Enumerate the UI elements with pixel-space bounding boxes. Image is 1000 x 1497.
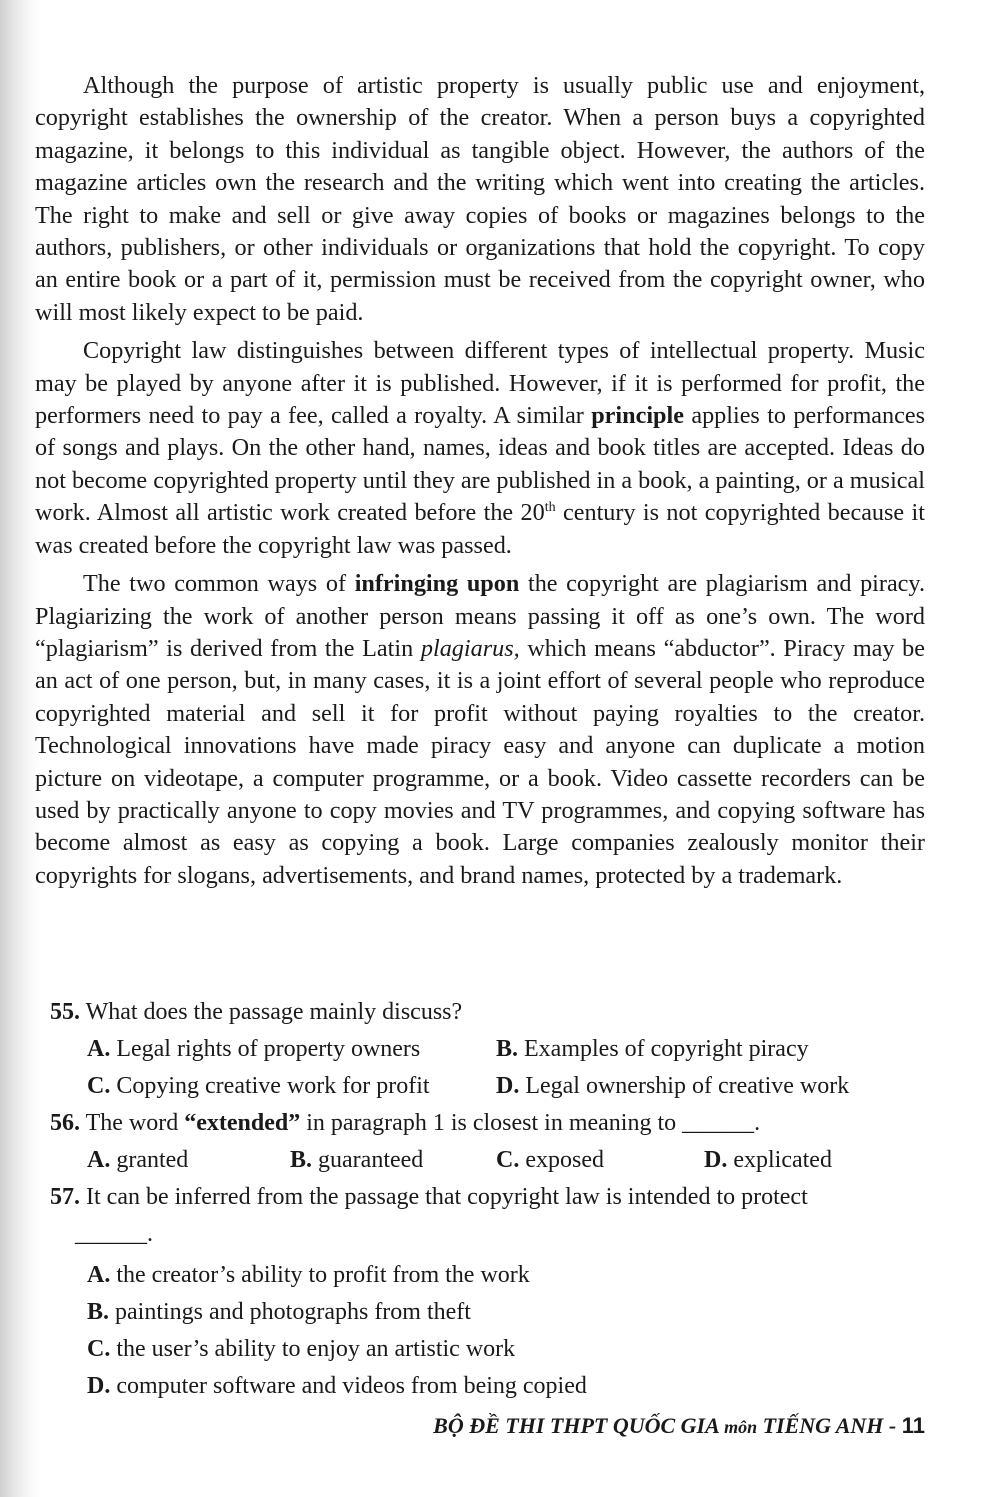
question-55 xyxy=(50,994,930,1105)
question-text: It can be inferred from the passage that copyright law is intended to protect xyxy=(86,1184,808,1210)
reading-passage xyxy=(35,70,925,898)
footer-title: TIẾNG ANH - xyxy=(757,1413,902,1438)
option-c[interactable]: C. Copying creative work for profit xyxy=(87,1073,430,1099)
question-number: 57. xyxy=(50,1184,80,1210)
paragraph-3-text: the copyright are plagiarism and piracy. Plagiarizing the work of another person means passing it off as one’s own. The word “plagiarism” is derived from the Latin xyxy=(35,570,925,662)
option-a[interactable]: A. the creator’s ability to profit from the work xyxy=(87,1262,530,1288)
paragraph-2-text: Copyright law distinguishes between different types of intellectual property. Music may be played by anyone after it is published. However, if it is performed for profit, the performers need to pay a fee, called a royalty. A similar xyxy=(35,337,925,430)
option-a[interactable]: A. granted xyxy=(87,1147,189,1173)
option-b[interactable]: B. guaranteed xyxy=(290,1147,424,1173)
option-d[interactable]: D. computer software and videos from being copied xyxy=(87,1373,587,1399)
highlighted-word-principle: principle xyxy=(591,402,684,430)
target-word-extended: “extended” xyxy=(184,1110,301,1136)
paragraph-2-text: century is not copyrighted because it was created before the copyright law was passed. xyxy=(35,499,925,559)
question-text: What does the passage mainly discuss? xyxy=(85,999,463,1025)
paragraph-2 xyxy=(35,335,925,562)
paragraph-1: Although the purpose of artistic property is usually public use and enjoyment, copyright establishes the ownership of the creator. When a person buys a copyrighted magazine, it belongs to this individual as tangible object. However, the authors of the magazine articles own the research and the writing which went into creating the articles. The right to make and sell or give away copies of books or magazines belongs to the authors, publishers, or other individuals or organizations that hold the copyright. To copy an entire book or a part of it, permission must be received from the copyright owner, who will most likely expect to be paid. xyxy=(35,72,925,326)
page-gutter-shadow xyxy=(0,0,40,1497)
question-text: in paragraph 1 is closest in meaning to ______. xyxy=(300,1110,761,1136)
paragraph-2-text: applies to performances of songs and plays. On the other hand, names, ideas and book titles are accepted. Ideas do not become copyrighted property until they are published in a book, a painting, or a musical work. Almost all artistic work created before the 20 xyxy=(35,402,926,527)
superscript-th: th xyxy=(544,500,556,516)
option-b[interactable]: B. Examples of copyright piracy xyxy=(496,1036,809,1062)
question-text: The word xyxy=(85,1110,185,1136)
paragraph-3 xyxy=(35,568,925,892)
page-footer xyxy=(433,1413,925,1439)
paragraph-3-text: The two common ways of xyxy=(83,570,355,598)
answer-blank: ______. xyxy=(75,1221,153,1247)
latin-word-plagiarus: plagiarus, xyxy=(420,634,520,662)
option-c[interactable]: C. the user’s ability to enjoy an artistic work xyxy=(87,1336,516,1362)
option-d[interactable]: D. Legal ownership of creative work xyxy=(496,1073,850,1099)
option-a[interactable]: A. Legal rights of property owners xyxy=(87,1036,421,1062)
footer-title-subject-word: môn xyxy=(724,1417,758,1437)
question-list xyxy=(50,994,930,1405)
question-number: 56. xyxy=(50,1110,80,1136)
option-b[interactable]: B. paintings and photographs from theft xyxy=(87,1299,471,1325)
highlighted-phrase-infringing-upon: infringing upon xyxy=(354,570,520,598)
option-d[interactable]: D. explicated xyxy=(704,1147,832,1173)
question-57 xyxy=(50,1179,930,1405)
question-56 xyxy=(50,1105,930,1179)
footer-title: BỘ ĐỀ THI THPT QUỐC GIA xyxy=(433,1413,725,1438)
paragraph-3-text: which means “abductor”. Piracy may be an act of one person, but, in many cases, it is a joint effort of several people who reproduce copyrighted material and sell it for profit without paying royalties to the creator. Technological innovations have made piracy easy and anyone can duplicate a motion picture on videotape, a computer programme, or a book. Video cassette recorders can be used by practically anyone to copy movies and TV programmes, and copying software has become almost as easy as copying a book. Large companies zealously monitor their copyrights for slogans, advertisements, and brand names, protected by a trademark. xyxy=(35,634,926,889)
question-number: 55. xyxy=(50,999,80,1025)
page-number: 11 xyxy=(901,1413,925,1438)
option-c[interactable]: C. exposed xyxy=(496,1147,604,1173)
